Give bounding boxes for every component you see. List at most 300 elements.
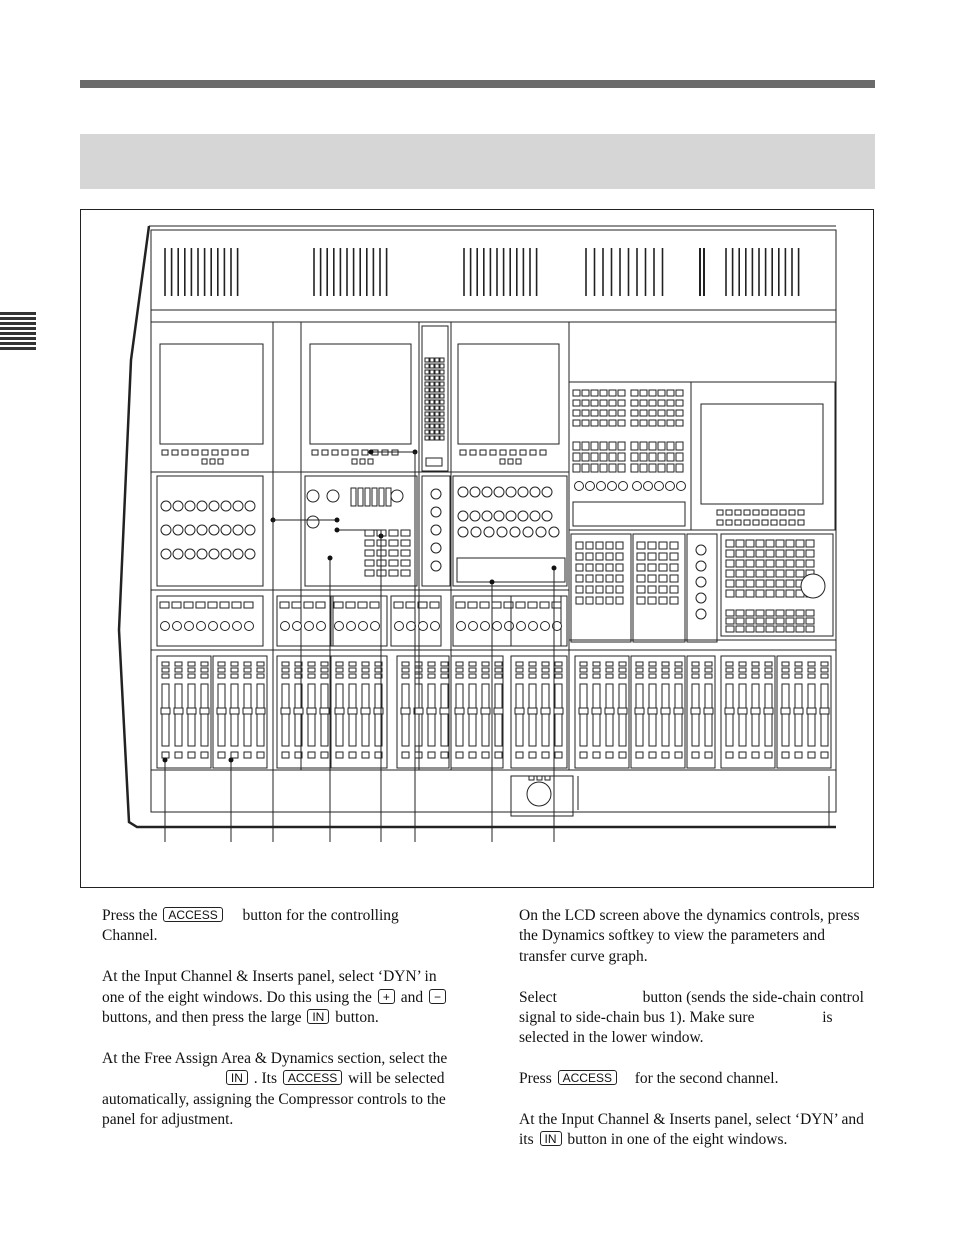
rotary-knob [633, 482, 642, 491]
strip-cell [430, 394, 434, 398]
module-button [596, 586, 603, 593]
rotary-knob [221, 501, 231, 511]
module-button [618, 390, 625, 396]
rotary-knob [185, 501, 195, 511]
mute-button [516, 752, 523, 758]
rotary-knob [307, 490, 319, 502]
softkey [771, 510, 777, 515]
select-button [282, 668, 289, 672]
rotary-knob [173, 622, 182, 631]
matrix-button [726, 626, 734, 632]
select-button [349, 668, 356, 672]
strip-cell [430, 388, 434, 392]
rotary-knob [494, 487, 504, 497]
fader-slot [692, 684, 699, 746]
module-button [591, 390, 598, 396]
matrix-button [756, 540, 764, 547]
strip-cell [440, 364, 444, 368]
module-button [596, 553, 603, 560]
fader-cap [307, 708, 316, 714]
module-button [596, 542, 603, 549]
fader-cap [455, 708, 464, 714]
text: Select [519, 988, 557, 1006]
module-button [667, 464, 674, 472]
fader-slot [469, 684, 476, 746]
module-button [631, 400, 638, 406]
rotary-knob [419, 622, 428, 631]
select-button [282, 662, 289, 666]
matrix-button [736, 590, 744, 597]
strip-cell [425, 436, 429, 440]
rotary-knob [696, 593, 706, 603]
softkey [322, 450, 328, 455]
rotary-knob [431, 561, 441, 571]
rotary-knob [185, 549, 195, 559]
matrix-button [806, 540, 814, 547]
softkey [726, 510, 732, 515]
strip-cell [425, 370, 429, 374]
rotary-knob [161, 501, 171, 511]
matrix-button [776, 618, 784, 624]
select-button [739, 662, 746, 666]
select-button [428, 668, 435, 672]
callout-dot [163, 758, 168, 763]
select-button [188, 668, 195, 672]
rotary-knob [371, 622, 380, 631]
matrix-button [786, 610, 794, 616]
gain-meter [351, 488, 356, 506]
softkey [753, 520, 759, 525]
rotary-knob [245, 622, 254, 631]
select-button [808, 674, 815, 678]
fader-cap [554, 708, 563, 714]
matrix-button [726, 570, 734, 577]
strip-cell [425, 382, 429, 386]
fader-cap [579, 708, 588, 714]
select-button [529, 662, 536, 666]
matrix-button [796, 550, 804, 557]
softkey [735, 520, 741, 525]
lcd-screen [458, 344, 559, 444]
text: is selected in the lower window. [519, 1009, 833, 1047]
rotary-knob [209, 622, 218, 631]
strip-cell [435, 370, 439, 374]
module-button [600, 420, 607, 426]
insert-button [430, 602, 439, 608]
rotary-knob [245, 525, 255, 535]
strip-cell [425, 394, 429, 398]
access-key: ACCESS [558, 1070, 617, 1085]
matrix-button [776, 570, 784, 577]
rotary-knob [233, 525, 243, 535]
select-button [636, 662, 643, 666]
insert-button [172, 602, 181, 608]
fader-slot [808, 684, 815, 746]
module-button [618, 400, 625, 406]
strip-cell [440, 382, 444, 386]
select-button [402, 662, 409, 666]
softkey [162, 450, 168, 455]
matrix-button [746, 590, 754, 597]
softkey [202, 450, 208, 455]
strip-cell [430, 358, 434, 362]
strip-cell [425, 358, 429, 362]
module-button [576, 542, 583, 549]
select-button [231, 668, 238, 672]
matrix-button [746, 550, 754, 557]
select-button [482, 662, 489, 666]
fader-cap [764, 708, 773, 714]
fader-cap [335, 708, 344, 714]
fader-cap [481, 708, 490, 714]
rotary-knob [497, 527, 507, 537]
softkey [470, 450, 476, 455]
strip-cell [430, 418, 434, 422]
fader-slot [529, 684, 536, 746]
softkey [332, 450, 338, 455]
mute-button [495, 752, 502, 758]
step-paragraph-3 [102, 1049, 457, 1131]
rotary-knob [586, 482, 595, 491]
module-button [640, 410, 647, 416]
strip-cell [430, 406, 434, 410]
module-button [609, 400, 616, 406]
fader-cap [440, 708, 449, 714]
text: At the Input Channel & Inserts panel, select ‘DYN’ and its [519, 1111, 864, 1149]
select-button [218, 668, 225, 672]
fader-cap [468, 708, 477, 714]
strip-cell [430, 430, 434, 434]
matrix-button [756, 580, 764, 587]
matrix-button [756, 590, 764, 597]
fader-cap [515, 708, 524, 714]
select-button [495, 662, 502, 666]
insert-panel [453, 596, 561, 646]
module-button [596, 564, 603, 571]
in-key: IN [540, 1131, 562, 1146]
module-button [659, 597, 667, 604]
softkey [798, 510, 804, 515]
console-diagram [81, 210, 875, 889]
module-button [591, 464, 598, 472]
module-button [637, 553, 645, 560]
softkey [508, 459, 513, 464]
select-button [349, 674, 356, 678]
fader-cap [751, 708, 760, 714]
softkey [362, 450, 368, 455]
select-button [362, 668, 369, 672]
select-button [593, 662, 600, 666]
insert-button [504, 602, 513, 608]
module-button [667, 420, 674, 426]
select-button [649, 668, 656, 672]
text: and [400, 988, 424, 1006]
fader-cap [361, 708, 370, 714]
module-button [631, 420, 638, 426]
fader-slot [482, 684, 489, 746]
select-button [495, 674, 502, 678]
module-panel [571, 534, 631, 642]
module-button [576, 575, 583, 582]
strip-cell [435, 376, 439, 380]
insert-button [292, 602, 301, 608]
text: button in one of the eight windows. [567, 1131, 788, 1149]
strip-cell [440, 394, 444, 398]
module-button [648, 575, 656, 582]
mute-button [555, 752, 562, 758]
module-button [401, 560, 410, 566]
select-button [705, 662, 712, 666]
rotary-knob [470, 511, 480, 521]
strip-cell [435, 394, 439, 398]
text: button. [335, 1009, 379, 1027]
matrix-button [746, 618, 754, 624]
softkey [530, 450, 536, 455]
select-button [795, 662, 802, 666]
step-paragraph-4: On the LCD screen above the dynamics controls, press the Dynamics softkey to view the parameters and transfer curve graph. [519, 907, 860, 965]
strip-cell [440, 358, 444, 362]
strip-cell [425, 400, 429, 404]
fader-cap [427, 708, 436, 714]
strip-cell [440, 424, 444, 428]
mute-button [336, 752, 343, 758]
select-button [542, 668, 549, 672]
matrix-button [776, 550, 784, 557]
rotary-knob [431, 622, 440, 631]
rotary-knob [197, 501, 207, 511]
module-button [573, 420, 580, 426]
module-button [582, 420, 589, 426]
select-button [675, 674, 682, 678]
select-button [456, 662, 463, 666]
matrix-button [726, 618, 734, 624]
text: At the Free Assign Area & Dynamics section, select the [102, 1049, 448, 1067]
select-button [362, 674, 369, 678]
module-button [659, 586, 667, 593]
strip-cell [425, 364, 429, 368]
module-button [676, 453, 683, 461]
mute-button [692, 752, 699, 758]
insert-button [316, 602, 325, 608]
select-button [619, 674, 626, 678]
select-button [580, 674, 587, 678]
strip-cell [435, 424, 439, 428]
fader-slot [580, 684, 587, 746]
select-button [821, 668, 828, 672]
select-button [765, 674, 772, 678]
strip-cell [440, 376, 444, 380]
matrix-button [736, 580, 744, 587]
rotary-knob [457, 622, 466, 631]
text: At the Input Channel & Inserts panel, select ‘DYN’ in one of the eight windows. Do this using the [102, 968, 437, 1006]
module-button [389, 540, 398, 546]
module-button [591, 400, 598, 406]
module-button [658, 410, 665, 416]
softkey [480, 450, 486, 455]
fader-slot [349, 684, 356, 746]
softkey [540, 450, 546, 455]
select-button [765, 668, 772, 672]
insert-button [208, 602, 217, 608]
rotary-knob [458, 527, 468, 537]
rotary-knob [407, 622, 416, 631]
matrix-button [806, 610, 814, 616]
module-button [659, 564, 667, 571]
gain-meter [379, 488, 384, 506]
fader-cap [635, 708, 644, 714]
fader-cap [648, 708, 657, 714]
rotary-knob [518, 487, 528, 497]
module-button [670, 597, 678, 604]
callout-dot [335, 518, 340, 523]
module-button [658, 390, 665, 396]
module-button [631, 453, 638, 461]
module-button [401, 530, 410, 536]
callout-dot [229, 758, 234, 763]
rotary-knob [696, 577, 706, 587]
softkey [516, 459, 521, 464]
callout-dot [552, 566, 557, 571]
mute-button [782, 752, 789, 758]
rotary-knob [523, 527, 533, 537]
strip-cell [430, 376, 434, 380]
module-button [609, 453, 616, 461]
fader-slot [456, 684, 463, 746]
mute-button [362, 752, 369, 758]
rotary-knob [245, 501, 255, 511]
fader-slot [619, 684, 626, 746]
module-button [389, 570, 398, 576]
select-button [726, 662, 733, 666]
strip-cell [440, 388, 444, 392]
fader-slot [257, 684, 264, 746]
softkey [312, 450, 318, 455]
softkey [360, 459, 365, 464]
mute-button [529, 752, 536, 758]
select-button [162, 668, 169, 672]
matrix-button [726, 610, 734, 616]
fader-slot [705, 684, 712, 746]
module-button [582, 464, 589, 472]
mute-button [282, 752, 289, 758]
rotary-knob [335, 622, 344, 631]
rotary-knob [471, 527, 481, 537]
insert-button [468, 602, 477, 608]
fader-slot [175, 684, 182, 746]
select-button [606, 668, 613, 672]
select-button [692, 674, 699, 678]
select-button [244, 668, 251, 672]
module-button [606, 564, 613, 571]
module-button [640, 453, 647, 461]
rotary-knob [619, 482, 628, 491]
select-button [336, 668, 343, 672]
softkey [222, 450, 228, 455]
mute-button [795, 752, 802, 758]
fader-cap [725, 708, 734, 714]
select-button [175, 674, 182, 678]
matrix-button [776, 626, 784, 632]
fader-slot [795, 684, 802, 746]
insert-panel [511, 596, 567, 646]
text: buttons, and then press the large [102, 1009, 302, 1027]
gain-meter [365, 488, 370, 506]
select-button [336, 662, 343, 666]
rotary-knob [510, 527, 520, 537]
softkey [192, 450, 198, 455]
insert-button [394, 602, 403, 608]
select-button [321, 668, 328, 672]
rotary-knob [233, 549, 243, 559]
module-button [658, 453, 665, 461]
text: will be selected automatically, assigning the Compressor controls to the panel for adjustment. [102, 1070, 446, 1129]
module-button [659, 553, 667, 560]
select-button [542, 674, 549, 678]
softkey [202, 459, 207, 464]
rotary-knob [696, 545, 706, 555]
callout-dot [369, 450, 374, 455]
strip-cell [430, 424, 434, 428]
module-button [600, 400, 607, 406]
fader-cap [174, 708, 183, 714]
text: for the second channel. [634, 1070, 779, 1088]
matrix-button [746, 610, 754, 616]
module-button [640, 420, 647, 426]
module-button [609, 464, 616, 472]
module-button [676, 400, 683, 406]
select-button [808, 662, 815, 666]
rotary-knob [161, 525, 171, 535]
module-button [586, 586, 593, 593]
module-button [618, 453, 625, 461]
rotary-knob [608, 482, 617, 491]
module-button [586, 597, 593, 604]
rotary-knob [696, 609, 706, 619]
select-button [428, 662, 435, 666]
module-button [609, 442, 616, 450]
strip-cell [435, 364, 439, 368]
module-button [616, 597, 623, 604]
module-button [365, 570, 374, 576]
strip-cell [440, 436, 444, 440]
strip-cell [430, 370, 434, 374]
module-button [365, 550, 374, 556]
matrix-button [766, 590, 774, 597]
rotary-knob [317, 622, 326, 631]
select-button [175, 662, 182, 666]
select-button [321, 662, 328, 666]
matrix-button [806, 618, 814, 624]
fader-slot [752, 684, 759, 746]
select-button [456, 668, 463, 672]
module-button [658, 400, 665, 406]
step-paragraph-1 [102, 906, 457, 947]
rotary-knob [470, 487, 480, 497]
rotary-knob [542, 511, 552, 521]
select-button [662, 674, 669, 678]
fader-slot [636, 684, 643, 746]
matrix-button [746, 560, 754, 567]
select-button [542, 662, 549, 666]
rotary-knob [541, 622, 550, 631]
rotary-knob [221, 549, 231, 559]
softkey [460, 450, 466, 455]
softkey [780, 510, 786, 515]
matrix-button [756, 560, 764, 567]
module-button [670, 553, 678, 560]
select-button [441, 674, 448, 678]
rotary-knob [431, 543, 441, 553]
